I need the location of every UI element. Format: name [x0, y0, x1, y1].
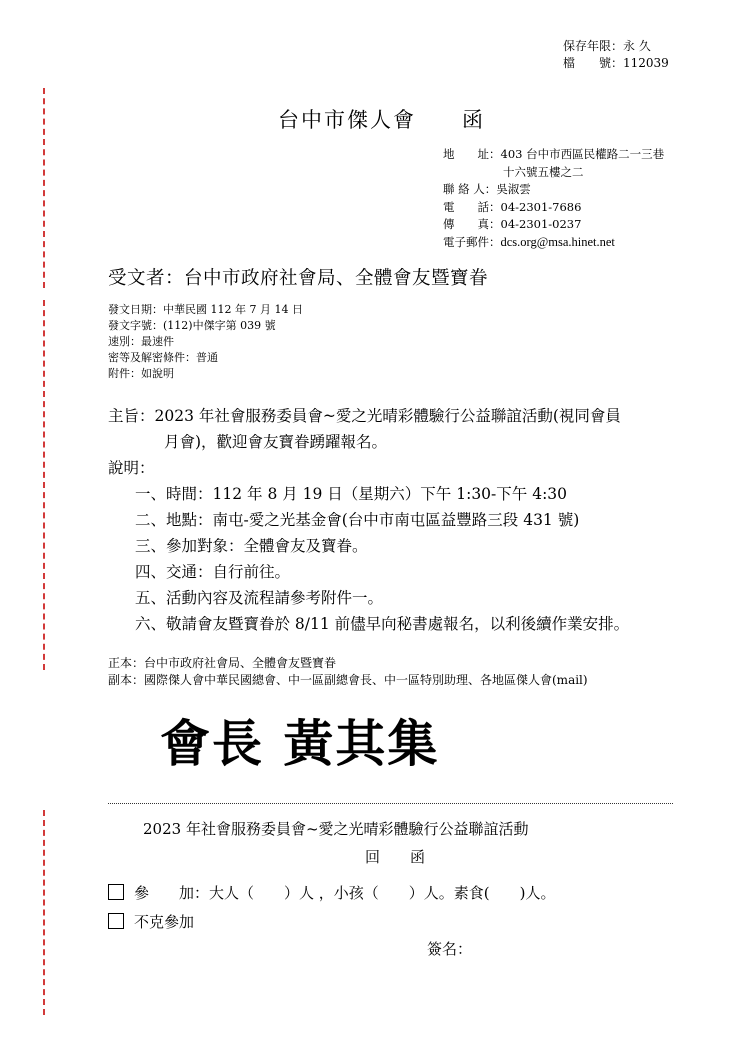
- issue-date: 發文日期：中華民國 112 年 7 月 14 日: [108, 303, 303, 316]
- reply-subtitle: 回 函: [365, 848, 426, 866]
- file-number: 檔 號：112039: [563, 56, 669, 70]
- option-absent[interactable]: [108, 911, 194, 932]
- explanation-items: [135, 481, 629, 637]
- explanation-item-time: 一、時間：112 年 8 月 19 日（星期六）下午 1:30-下午 4:30: [135, 485, 568, 503]
- issue-number: 發文字號：(112)中傑字第 039 號: [108, 319, 276, 332]
- explanation-item-registration: 六、敬請會友暨寶眷於 8/11 前儘早向秘書處報名，以利後續作業安排。: [135, 615, 630, 633]
- attend-label: 參 加：大人（ ）人 ，小孩（ ）人。素食( )人。: [134, 884, 556, 902]
- contact-address: 地 址：403 台中市西區民權路二一三巷: [443, 147, 665, 161]
- recipient: 受文者：台中市政府社會局、全體會友暨寶眷: [108, 268, 489, 289]
- classification: 密等及解密條件：普通: [108, 351, 218, 364]
- contact-person: 聯 絡 人：吳淑雲: [443, 182, 531, 196]
- absent-checkbox[interactable]: [108, 913, 124, 929]
- attachment: 附件：如說明: [108, 367, 174, 380]
- president-signature-seal: 會長 黃其集: [160, 714, 440, 773]
- carbon-copy: 副本：國際傑人會中華民國總會、中一區副總會長、中一區特別助理、各地區傑人會(mail): [108, 673, 588, 687]
- attend-checkbox[interactable]: [108, 884, 124, 900]
- explanation-label: 說明：: [108, 459, 155, 477]
- document-meta: [108, 302, 303, 382]
- contact-address-cont: 十六號五樓之二: [503, 164, 584, 179]
- subject-line-2: 月會)，歡迎會友寶眷踴躍報名。: [164, 433, 388, 451]
- binding-line-middle: [43, 300, 45, 670]
- urgency: 速別：最速件: [108, 335, 174, 348]
- subject-line-1: 主旨：2023 年社會服務委員會~愛之光晴彩體驗行公益聯誼活動(視同會員: [108, 407, 621, 425]
- binding-line-top: [43, 88, 45, 288]
- contact-fax: 傳 真：04-2301-0237: [443, 217, 582, 231]
- contact-phone: 電 話：04-2301-7686: [443, 199, 582, 214]
- explanation-item-program: 五、活動內容及流程請參考附件一。: [135, 589, 384, 607]
- absent-label: 不克參加: [134, 913, 195, 931]
- explanation-item-transport: 四、交通：自行前往。: [135, 563, 291, 581]
- binding-line-bottom: [43, 810, 45, 1015]
- explanation-item-participants: 三、參加對象：全體會友及寶眷。: [135, 537, 368, 555]
- option-attend[interactable]: [108, 882, 555, 903]
- main-copy: 正本：台中市政府社會局、全體會友暨寶眷: [108, 656, 337, 670]
- cut-line: [108, 803, 673, 804]
- contact-email: 電子郵件：dcs.org@msa.hinet.net: [443, 234, 615, 249]
- retention-period: 保存年限：永 久: [563, 39, 651, 53]
- document-title: 台中市傑人會 函: [278, 108, 485, 132]
- signature-field-label: 簽名：: [427, 940, 473, 958]
- reply-title: 2023 年社會服務委員會~愛之光晴彩體驗行公益聯誼活動: [143, 820, 529, 838]
- explanation-item-location: 二、地點：南屯-愛之光基金會(台中市南屯區益豐路三段 431 號): [135, 511, 580, 529]
- contact-block: [443, 146, 664, 251]
